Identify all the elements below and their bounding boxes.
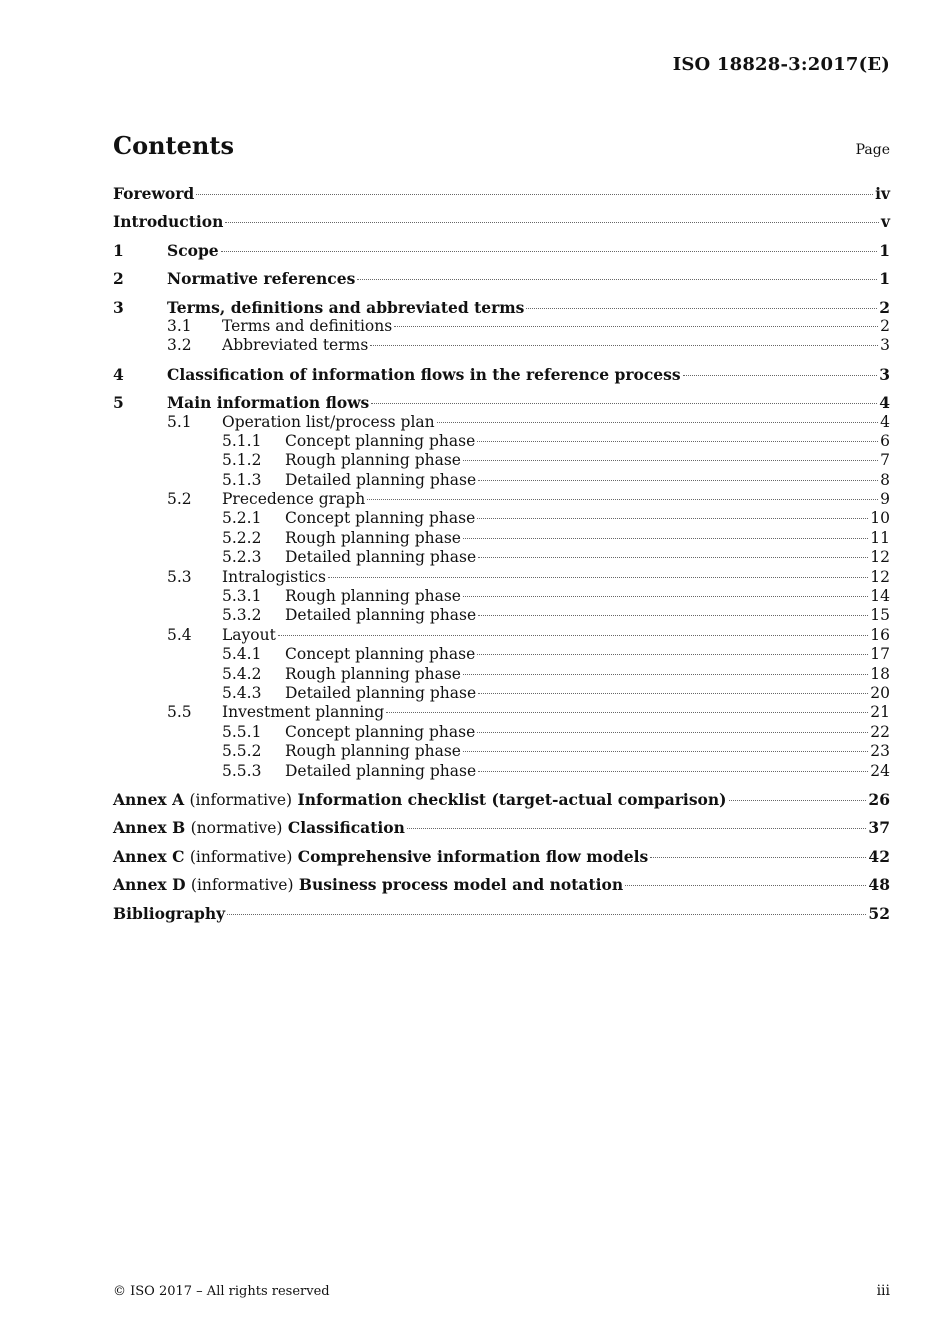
toc-entry-page: 9 xyxy=(880,490,890,509)
dot-leader xyxy=(477,441,878,442)
toc-entry-title-text: Foreword xyxy=(113,184,195,203)
dot-leader xyxy=(477,518,868,519)
toc-entry-title xyxy=(285,548,476,567)
toc-entry[interactable] xyxy=(113,684,890,703)
toc-entry[interactable] xyxy=(113,626,890,645)
toc-entry[interactable] xyxy=(113,645,890,664)
toc-entry-title-text: Main information flows xyxy=(167,393,370,413)
toc-entry-number: 5.1.2 xyxy=(222,451,262,470)
toc-entry-title-text: Concept planning phase xyxy=(285,722,476,741)
dot-leader xyxy=(526,308,877,309)
toc-entry-number: 5.5.2 xyxy=(222,742,262,761)
toc-entry[interactable] xyxy=(113,904,890,923)
dot-leader xyxy=(225,222,879,223)
toc-entry-page: 12 xyxy=(870,548,890,567)
toc-entry-title xyxy=(222,703,384,722)
toc-entry-page: 48 xyxy=(868,875,890,895)
toc-entry-title xyxy=(113,818,405,838)
toc-entry-page: 7 xyxy=(880,451,890,470)
toc-entry-title xyxy=(285,742,461,761)
toc-entry[interactable] xyxy=(113,606,890,625)
toc-entry-page: 18 xyxy=(870,664,890,683)
toc-entry[interactable] xyxy=(113,490,890,509)
toc-entry-title-text: Detailed planning phase xyxy=(285,683,477,702)
toc-entry-title-text: Classification of information flows in the reference process xyxy=(167,364,681,384)
toc-entry-page: 2 xyxy=(880,316,890,335)
toc-entry-number: 5.5 xyxy=(167,703,192,722)
toc-entry[interactable] xyxy=(113,790,890,809)
toc-entry-title xyxy=(285,509,475,528)
toc-entry[interactable] xyxy=(113,875,890,894)
toc-entry-page: 22 xyxy=(870,722,890,741)
toc-entry-title xyxy=(222,626,276,645)
dot-leader xyxy=(729,800,867,801)
dot-leader xyxy=(357,279,877,280)
toc-entry-annex-type: (informative) xyxy=(189,790,293,809)
toc-entry-page: v xyxy=(880,212,890,232)
toc-entry-number: 5.2.1 xyxy=(222,509,262,528)
toc-entry-title xyxy=(285,451,461,470)
toc-entry-annex-type: (informative) xyxy=(189,847,293,866)
toc-entry[interactable] xyxy=(113,413,890,432)
dot-leader xyxy=(463,674,868,675)
toc-entry-title xyxy=(113,184,194,203)
toc-entry-title xyxy=(167,298,524,317)
toc-entry-number: 5.1.3 xyxy=(222,470,262,489)
dot-leader xyxy=(371,403,877,404)
toc-entry-title-text: Intralogistics xyxy=(222,567,326,586)
toc-entry-title-text: Investment planning xyxy=(222,703,385,722)
dot-leader xyxy=(478,693,868,694)
toc-entry-annex-title: Business process model and notation xyxy=(298,875,624,895)
document-id: ISO 18828-3:2017(E) xyxy=(672,54,890,75)
dot-leader xyxy=(478,771,868,772)
dot-leader xyxy=(278,635,868,636)
toc-entry-page: 1 xyxy=(879,269,890,289)
toc-entry-number: 1 xyxy=(113,240,124,260)
toc-entry-title xyxy=(113,875,623,895)
toc-entry-title-text: Detailed planning phase xyxy=(285,548,477,567)
dot-leader xyxy=(196,194,873,195)
toc-entry-title-text: Detailed planning phase xyxy=(285,470,477,489)
dot-leader xyxy=(683,375,878,376)
toc-entry-title-text: Concept planning phase xyxy=(285,645,476,664)
dot-leader xyxy=(394,326,878,327)
toc-entry-title-text: Annex A xyxy=(113,789,185,809)
toc-entry-title xyxy=(285,587,461,606)
toc-entry[interactable] xyxy=(113,432,890,451)
toc-entry-title-text: Abbreviated terms xyxy=(222,336,369,355)
toc-entry-title-text: Layout xyxy=(222,625,276,644)
toc-entry-title xyxy=(113,212,223,231)
toc-entry-page: 3 xyxy=(879,364,890,384)
toc-entry-title xyxy=(285,471,476,490)
dot-leader xyxy=(478,557,868,558)
dot-leader xyxy=(367,499,878,500)
toc-entry-page: 17 xyxy=(870,645,890,664)
dot-leader xyxy=(463,596,868,597)
toc-entry[interactable] xyxy=(113,568,890,587)
page-number: iii xyxy=(876,1283,890,1299)
toc-entry-title xyxy=(113,847,648,867)
dot-leader xyxy=(477,732,868,733)
toc-entry-number: 5.1.1 xyxy=(222,431,262,450)
toc-entry[interactable] xyxy=(113,336,890,355)
toc-entry-title-text: Normative references xyxy=(167,269,356,289)
dot-leader xyxy=(221,251,878,252)
toc-entry[interactable] xyxy=(113,317,890,336)
toc-entry-page: 26 xyxy=(868,789,890,809)
toc-entry[interactable] xyxy=(113,509,890,528)
toc-entry-page: 37 xyxy=(868,818,890,838)
toc-entry-title xyxy=(222,568,326,587)
toc-entry-page: 23 xyxy=(870,742,890,761)
toc-entry-number: 5.5.3 xyxy=(222,761,262,780)
toc-entry-number: 3.2 xyxy=(167,336,192,355)
toc-entry[interactable] xyxy=(113,212,890,231)
toc-entry-number: 5.2 xyxy=(167,490,192,509)
toc-entry-title xyxy=(285,645,475,664)
toc-entry-title-text: Precedence graph xyxy=(222,490,366,509)
toc-entry[interactable] xyxy=(113,703,890,722)
toc-entry-title xyxy=(285,432,475,451)
dot-leader xyxy=(625,885,866,886)
toc-entry-title xyxy=(285,723,475,742)
toc-entry[interactable] xyxy=(113,742,890,761)
toc-entry[interactable] xyxy=(113,365,890,384)
toc-entry-page: 12 xyxy=(870,567,890,586)
toc-entry-page: 1 xyxy=(879,240,890,260)
toc-entry-number: 5.2.3 xyxy=(222,548,262,567)
dot-leader xyxy=(227,914,866,915)
toc-entry[interactable] xyxy=(113,665,890,684)
toc-entry-page: 2 xyxy=(879,297,890,317)
toc-entry-title-text: Concept planning phase xyxy=(285,431,476,450)
toc-entry-title-text: Annex C xyxy=(113,846,185,866)
toc-entry-page: iv xyxy=(875,184,890,203)
toc-entry-page: 15 xyxy=(870,606,890,625)
toc-entry-page: 4 xyxy=(880,412,890,431)
toc-entry-number: 3 xyxy=(113,297,124,317)
dot-leader xyxy=(437,422,878,423)
toc-entry-number: 5.4.1 xyxy=(222,645,262,664)
toc-entry-page: 14 xyxy=(870,587,890,606)
toc-entry[interactable] xyxy=(113,723,890,742)
toc-entry-title xyxy=(167,365,681,384)
toc-entry-page: 42 xyxy=(868,846,890,866)
toc-entry-title-text: Rough planning phase xyxy=(285,587,461,606)
dot-leader xyxy=(478,615,868,616)
toc-entry[interactable] xyxy=(113,241,890,260)
toc-entry-title xyxy=(167,393,369,412)
toc-entry-title-text: Scope xyxy=(167,240,219,260)
toc-entry[interactable] xyxy=(113,269,890,288)
toc-entry-title xyxy=(285,762,476,781)
toc-entry-title xyxy=(285,684,476,703)
toc-entry-title xyxy=(285,529,461,548)
toc-entry[interactable] xyxy=(113,393,890,412)
toc-entry-page: 10 xyxy=(870,509,890,528)
toc-entry-title xyxy=(285,606,476,625)
toc-entry-title xyxy=(222,413,435,432)
toc-entry[interactable] xyxy=(113,529,890,548)
contents-heading: Contents xyxy=(113,131,234,160)
toc-entry[interactable] xyxy=(113,762,890,781)
dot-leader xyxy=(370,345,878,346)
toc-entry-number: 5 xyxy=(113,393,124,413)
toc-entry-number: 5.4 xyxy=(167,625,192,644)
toc-entry-number: 2 xyxy=(113,269,124,289)
toc-entry-title-text: Terms, definitions and abbreviated terms xyxy=(167,297,525,317)
toc-entry-title xyxy=(285,665,461,684)
toc-entry-annex-title: Classification xyxy=(287,818,405,838)
table-of-contents xyxy=(113,184,890,923)
toc-entry-page: 4 xyxy=(879,393,890,413)
toc-entry-title xyxy=(113,790,727,810)
toc-entry[interactable] xyxy=(113,184,890,203)
dot-leader xyxy=(386,712,868,713)
toc-entry[interactable] xyxy=(113,451,890,470)
toc-entry-title-text: Annex B xyxy=(113,818,186,838)
toc-entry-number: 4 xyxy=(113,364,124,384)
dot-leader xyxy=(478,480,878,481)
toc-entry-number: 5.4.2 xyxy=(222,664,262,683)
toc-entry-number: 5.1 xyxy=(167,412,192,431)
toc-entry-title-text: Bibliography xyxy=(113,903,226,923)
toc-entry[interactable] xyxy=(113,818,890,837)
toc-entry-number: 5.5.1 xyxy=(222,722,262,741)
toc-entry-title-text: Rough planning phase xyxy=(285,451,461,470)
toc-entry-title-text: Rough planning phase xyxy=(285,528,461,547)
toc-entry-page: 8 xyxy=(880,470,890,489)
toc-entry-title-text: Introduction xyxy=(113,212,224,232)
toc-entry-page: 3 xyxy=(880,336,890,355)
toc-entry-page: 11 xyxy=(870,528,890,547)
toc-entry-title xyxy=(113,904,225,923)
toc-entry-title xyxy=(222,317,392,336)
toc-entry-page: 6 xyxy=(880,431,890,450)
toc-entry-number: 5.3 xyxy=(167,567,192,586)
toc-entry-number: 5.4.3 xyxy=(222,683,262,702)
toc-entry-title-text: Concept planning phase xyxy=(285,509,476,528)
toc-entry-page: 24 xyxy=(870,761,890,780)
toc-entry-number: 5.3.2 xyxy=(222,606,262,625)
dot-leader xyxy=(463,538,868,539)
dot-leader xyxy=(477,654,868,655)
toc-entry-title-text: Rough planning phase xyxy=(285,742,461,761)
page-column-label: Page xyxy=(855,142,890,158)
toc-entry-title xyxy=(167,269,355,288)
toc-entry-annex-title: Comprehensive information flow models xyxy=(297,846,649,866)
toc-entry-page: 52 xyxy=(868,903,890,923)
toc-entry[interactable] xyxy=(113,298,890,317)
toc-entry-annex-type: (normative) xyxy=(190,819,283,838)
toc-entry-page: 21 xyxy=(870,703,890,722)
toc-entry-title-text: Rough planning phase xyxy=(285,664,461,683)
dot-leader xyxy=(407,828,867,829)
toc-entry-page: 20 xyxy=(870,683,890,702)
toc-entry-number: 3.1 xyxy=(167,316,192,335)
toc-entry-title xyxy=(222,336,368,355)
toc-entry-title-text: Annex D xyxy=(113,875,186,895)
toc-entry[interactable] xyxy=(113,847,890,866)
toc-entry[interactable] xyxy=(113,548,890,567)
dot-leader xyxy=(650,857,866,858)
toc-entry-title-text: Detailed planning phase xyxy=(285,761,477,780)
toc-entry-number: 5.3.1 xyxy=(222,587,262,606)
dot-leader xyxy=(463,751,868,752)
toc-entry[interactable] xyxy=(113,471,890,490)
toc-entry-title-text: Terms and definitions xyxy=(222,316,393,335)
toc-entry-annex-type: (informative) xyxy=(190,876,294,895)
toc-entry-title xyxy=(222,490,365,509)
toc-entry-number: 5.2.2 xyxy=(222,528,262,547)
toc-entry-title xyxy=(167,241,219,260)
dot-leader xyxy=(328,577,868,578)
copyright-notice: © ISO 2017 – All rights reserved xyxy=(113,1284,330,1299)
toc-entry[interactable] xyxy=(113,587,890,606)
toc-entry-title-text: Detailed planning phase xyxy=(285,606,477,625)
toc-entry-annex-title: Information checklist (target-actual comparison) xyxy=(297,789,727,809)
toc-entry-page: 16 xyxy=(870,625,890,644)
dot-leader xyxy=(463,460,878,461)
toc-entry-title-text: Operation list/process plan xyxy=(222,412,435,431)
